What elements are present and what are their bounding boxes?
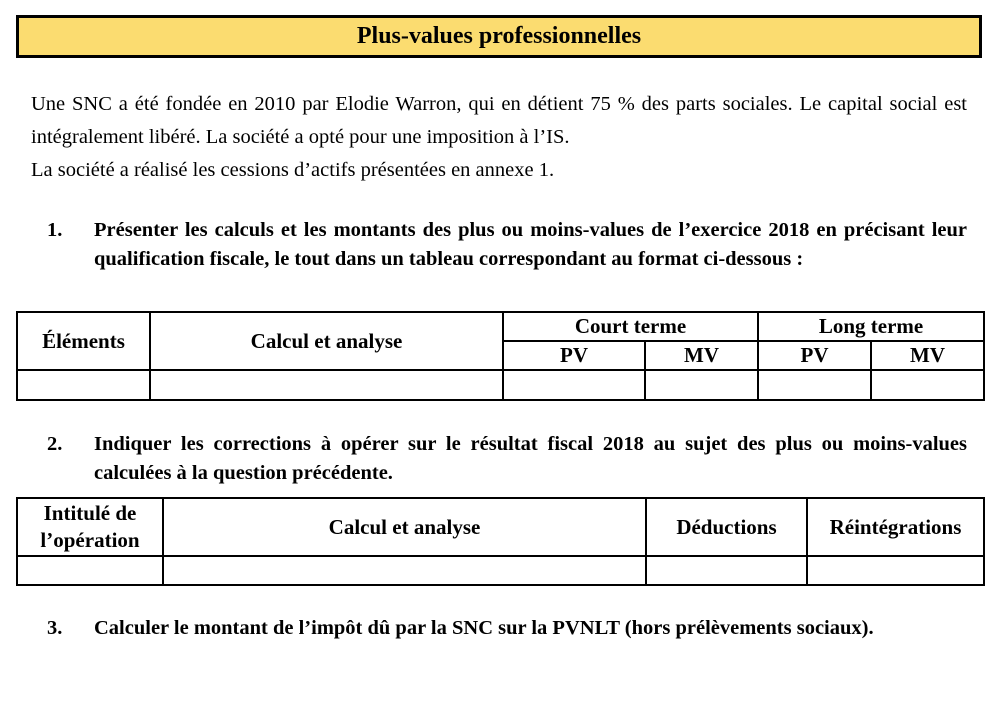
question-number: 2. <box>47 433 63 455</box>
empty-cell <box>646 556 807 585</box>
empty-cell <box>645 370 758 400</box>
header-court-pv: PV <box>503 341 645 370</box>
empty-cell <box>871 370 984 400</box>
header-deductions: Déductions <box>646 498 807 556</box>
question-text: Indiquer les corrections à opérer sur le résultat fiscal 2018 au sujet des plus ou moins-values calculées à la question précédente. <box>94 433 967 484</box>
header-elements: Éléments <box>17 312 150 370</box>
empty-cell <box>150 370 503 400</box>
corrections-table <box>16 497 985 586</box>
question-text: Calculer le montant de l’impôt dû par la SNC sur la PVNLT (hors prélèvements sociaux). <box>94 617 874 639</box>
header-court-mv: MV <box>645 341 758 370</box>
empty-cell <box>503 370 645 400</box>
header-long-mv: MV <box>871 341 984 370</box>
question-number: 1. <box>47 219 63 241</box>
table-row <box>17 556 984 585</box>
table-row <box>17 370 984 400</box>
empty-cell <box>17 556 163 585</box>
page-title-box <box>16 15 982 58</box>
empty-cell <box>17 370 150 400</box>
question-number: 3. <box>47 617 63 639</box>
question-text: Présenter les calculs et les montants des plus ou moins-values de l’exercice 2018 en précisant leur qualification fiscale, le tout dans un tableau correspondant au format ci-dessous : <box>94 219 967 270</box>
header-long-terme: Long terme <box>758 312 984 341</box>
intro-line-1: Une SNC a été fondée en 2010 par Elodie Warron, qui en détient 75 % des parts sociales. Le capital social est intégralement libéré. La société a opté pour une imposition à l’IS. <box>31 93 967 148</box>
question-2 <box>47 430 967 488</box>
empty-cell <box>163 556 646 585</box>
question-1 <box>47 216 967 274</box>
intro-line-2: La société a réalisé les cessions d’actifs présentées en annexe 1. <box>31 159 555 181</box>
header-court-terme: Court terme <box>503 312 758 341</box>
question-3 <box>47 614 967 643</box>
intro-paragraph <box>31 88 967 187</box>
header-intitule: Intitulé de l’opération <box>17 498 163 556</box>
empty-cell <box>807 556 984 585</box>
header-calcul-analyse: Calcul et analyse <box>150 312 503 370</box>
page-title: Plus-values professionnelles <box>356 23 642 49</box>
header-reintegrations: Réintégrations <box>807 498 984 556</box>
header-calcul-analyse: Calcul et analyse <box>163 498 646 556</box>
header-long-pv: PV <box>758 341 871 370</box>
empty-cell <box>758 370 871 400</box>
plus-values-table <box>16 311 985 401</box>
